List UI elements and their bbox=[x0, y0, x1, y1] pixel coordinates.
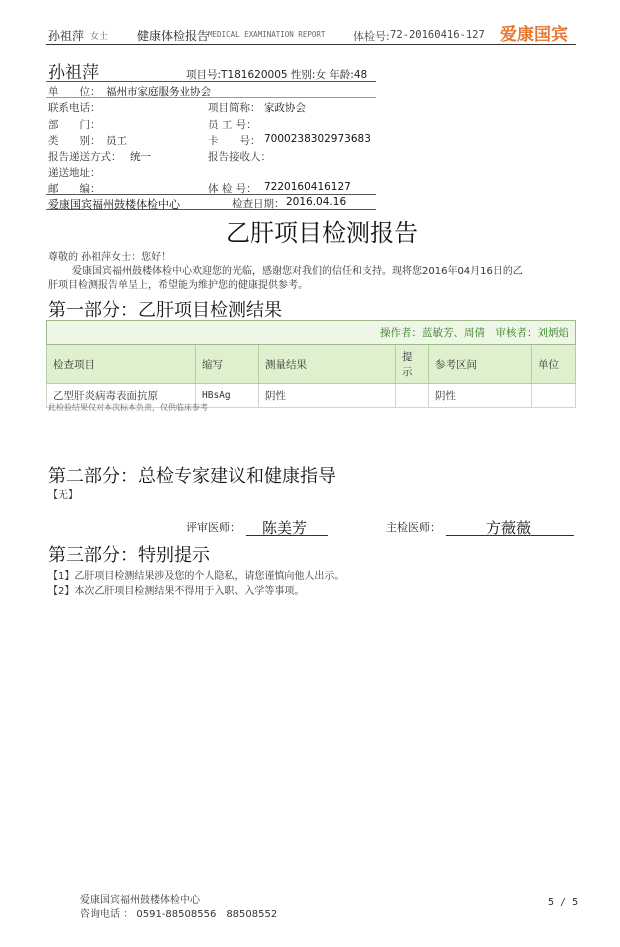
column-header: 检查项目 bbox=[47, 345, 196, 384]
notice-item: 【2】本次乙肝项目检测结果不得用于入职、入学等事项。 bbox=[48, 586, 305, 597]
part1-title: 第一部分：乙肝项目检测结果 bbox=[48, 300, 282, 321]
delivery-method-label: 报告递送方式： bbox=[48, 151, 122, 163]
header-report-title: 健康体检报告 bbox=[137, 29, 210, 43]
page-number: 5 / 5 bbox=[548, 897, 579, 908]
project-label: 项目简称： bbox=[208, 102, 261, 114]
notice-item: 【1】乙肝项目检测结果涉及您的个人隐私，请您谨慎向他人出示。 bbox=[48, 571, 345, 582]
category-label: 类 别： bbox=[48, 135, 101, 147]
project-value: 家政协会 bbox=[264, 102, 306, 114]
receiver-label: 报告接收人： bbox=[208, 151, 271, 163]
page-title: 乙肝项目检测报告 bbox=[226, 219, 418, 247]
category-value: 员工 bbox=[106, 135, 127, 147]
exam-date-label: 检查日期： bbox=[232, 198, 285, 210]
column-header: 提示 bbox=[396, 345, 429, 384]
info-big-name: 孙祖萍 bbox=[48, 63, 99, 83]
card-label: 卡 号： bbox=[208, 135, 261, 147]
reviewer-label: 评审医师： bbox=[186, 521, 241, 534]
chief-signature: 方薇薇 bbox=[486, 519, 532, 537]
employee-label: 员 工 号： bbox=[208, 119, 257, 131]
unit-value: 福州市家庭服务业协会 bbox=[106, 86, 211, 98]
dept-label: 部 门： bbox=[48, 119, 101, 131]
header-gender: 女士 bbox=[90, 32, 109, 42]
result-note: 此检验结果仅对本次标本负责，仅供临床参考 bbox=[48, 403, 208, 412]
header-exam-no-label: 体检号: bbox=[353, 30, 390, 43]
info-rule bbox=[46, 209, 376, 210]
operators-row bbox=[47, 321, 576, 345]
intro-line-1: 爱康国宾福州鼓楼体检中心欢迎您的光临，感谢您对我们的信任和支持。现将您2016年04月16日的乙 bbox=[72, 266, 523, 277]
column-header: 参考区间 bbox=[429, 345, 532, 384]
delivery-address-label: 递送地址： bbox=[48, 167, 101, 179]
table-cell-hint bbox=[396, 384, 429, 408]
header-exam-no: 72-20160416-127 bbox=[390, 29, 485, 41]
card-value: 7000238302973683 bbox=[264, 133, 371, 145]
chief-signature-line bbox=[446, 535, 574, 536]
table-cell-abbr: HBsAg bbox=[196, 384, 259, 408]
header-divider bbox=[46, 44, 576, 45]
delivery-method-value: 统一 bbox=[130, 151, 151, 163]
info-rule bbox=[46, 81, 376, 82]
column-header: 单位 bbox=[532, 345, 576, 384]
postcode-label: 邮 编： bbox=[48, 183, 101, 195]
exam-no-value: 7220160416127 bbox=[264, 181, 351, 193]
footer-center: 爱康国宾福州鼓楼体检中心 bbox=[80, 895, 200, 906]
operators-text: 操作者：蓝敏芳、周倩 审核者：刘炳焰 bbox=[47, 321, 576, 345]
table-cell-unit bbox=[532, 384, 576, 408]
header-report-title-en: MEDICAL EXAMINATION REPORT bbox=[208, 30, 326, 39]
exam-date-value: 2016.04.16 bbox=[286, 196, 347, 208]
intro-line-2: 肝项目检测报告单呈上，希望能为维护您的健康提供参考。 bbox=[48, 280, 308, 291]
exam-no-label: 体 检 号： bbox=[208, 183, 257, 195]
header-patient-name: 孙祖萍 bbox=[48, 29, 85, 43]
brand-logo: 爱康国宾 bbox=[500, 25, 568, 45]
exam-center: 爱康国宾福州鼓楼体检中心 bbox=[48, 198, 180, 211]
table-cell-range: 阴性 bbox=[429, 384, 532, 408]
results-table bbox=[46, 320, 576, 408]
footer-phone: 咨询电话 ： 0591-88508556 88508552 bbox=[80, 909, 278, 920]
greeting: 尊敬的 孙祖萍女士：您好！ bbox=[48, 252, 172, 263]
info-rule bbox=[46, 97, 376, 98]
info-rule bbox=[46, 194, 376, 195]
reviewer-signature: 陈美芳 bbox=[262, 519, 308, 537]
column-header: 测量结果 bbox=[259, 345, 396, 384]
unit-label: 单 位： bbox=[48, 86, 101, 98]
table-cell-item: 乙型肝炎病毒表面抗原 bbox=[47, 384, 196, 408]
column-header: 缩写 bbox=[196, 345, 259, 384]
reviewer-signature-line bbox=[246, 535, 328, 536]
part2-title: 第二部分：总检专家建议和健康指导 bbox=[48, 466, 336, 487]
table-header-row bbox=[47, 345, 576, 384]
table-cell-result: 阴性 bbox=[259, 384, 396, 408]
part3-title: 第三部分：特别提示 bbox=[48, 545, 210, 566]
part2-content: 【无】 bbox=[48, 490, 78, 501]
chief-label: 主检医师： bbox=[386, 521, 441, 534]
phone-label: 联系电话： bbox=[48, 102, 101, 114]
info-summary-line: 项目号:T181620005 性别:女 年龄:48 bbox=[186, 69, 368, 81]
